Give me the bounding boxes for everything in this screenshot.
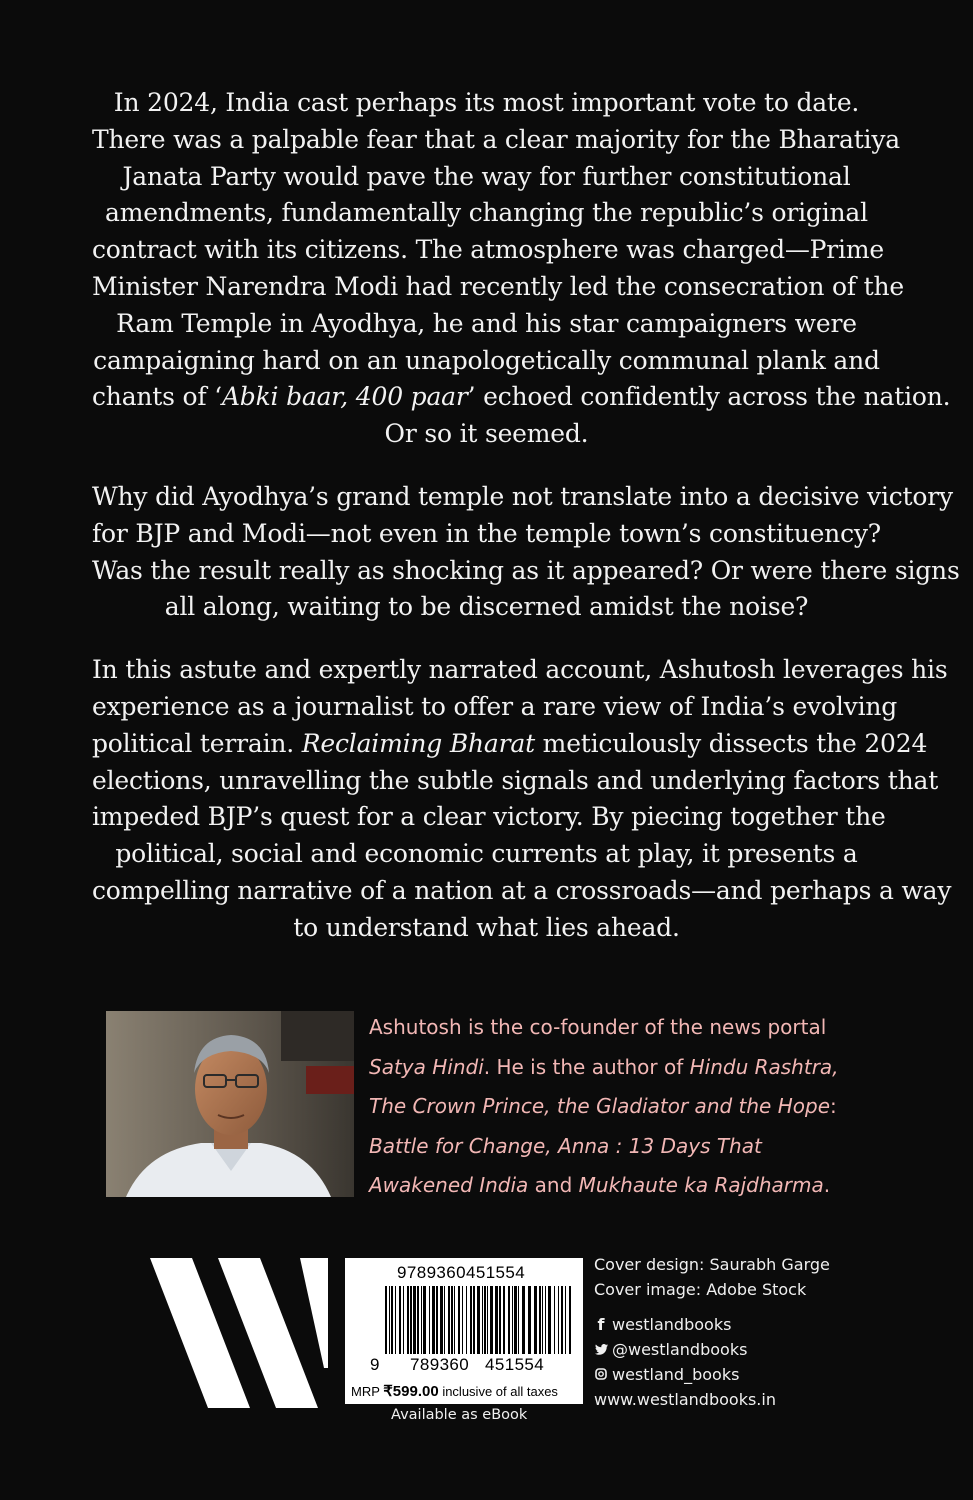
book-title: The Crown Prince, the Gladiator and the Hope — [369, 1094, 830, 1118]
bio-line — [369, 1127, 929, 1167]
westland-logo-icon — [150, 1258, 342, 1408]
bio-line: Ashutosh is the co-founder of the news portal — [369, 1015, 827, 1039]
ebook-note: Available as eBook — [391, 1407, 528, 1423]
blurb-line: Was the result really as shocking as it appeared? Or were there signs — [92, 555, 960, 585]
blurb-line-chants — [92, 379, 951, 416]
chants-post: ’ echoed confidently across the nation. — [467, 382, 951, 412]
bio-text: and — [528, 1173, 579, 1197]
credits — [594, 1252, 830, 1412]
isbn-digits-left: 789360 — [410, 1355, 470, 1374]
blurb-line: campaigning hard on an unapologetically communal plank and — [93, 345, 880, 375]
twitter-handle: @westlandbooks — [612, 1340, 748, 1359]
blurb-paragraph-2 — [92, 479, 960, 626]
blurb-line: all along, waiting to be discerned amidst the noise? — [164, 592, 809, 622]
price-value: ₹599.00 — [383, 1383, 439, 1400]
chants-pre: chants of ‘ — [92, 382, 222, 412]
blurb-line: for BJP and Modi—not even in the temple town’s constituency? — [92, 518, 882, 548]
blurb-line: experience as a journalist to offer a rare view of India’s evolving — [92, 691, 898, 721]
blurb-line: Why did Ayodhya’s grand temple not translate into a decisive victory — [92, 481, 953, 511]
bio-text: . — [823, 1173, 831, 1197]
blurb — [92, 85, 960, 947]
bio-line — [369, 1166, 929, 1206]
isbn-digits-right: 451554 — [485, 1355, 545, 1374]
book-title: Awakened India — [369, 1173, 529, 1197]
blurb-paragraph-3 — [92, 652, 952, 946]
blurb-line: Ram Temple in Ayodhya, he and his star campaigners were — [116, 308, 857, 338]
bio-text: : — [830, 1094, 837, 1118]
instagram-handle: westland_books — [612, 1365, 740, 1384]
blurb-paragraph-1 — [92, 85, 951, 453]
author-portrait-illustration — [106, 1011, 354, 1197]
website-link[interactable]: www.westlandbooks.in — [594, 1390, 776, 1409]
blurb-line: compelling narrative of a nation at a crossroads—and perhaps a way — [92, 875, 952, 905]
blurb-line: elections, unravelling the subtle signals and underlying factors that — [92, 765, 939, 795]
tax-note: inclusive of all taxes — [438, 1384, 558, 1399]
mrp-label: MRP — [351, 1384, 384, 1399]
blurb-line: Janata Party would pave the way for further constitutional — [122, 161, 851, 191]
isbn-digits-prefix: 9 — [370, 1355, 380, 1374]
price-line — [351, 1382, 558, 1400]
bio-line — [369, 1048, 929, 1088]
bio-line — [369, 1087, 929, 1127]
book-title: Mukhaute ka Rajdharma — [578, 1173, 824, 1197]
blurb-line: Or so it seemed. — [384, 419, 589, 449]
instagram-icon — [594, 1362, 608, 1387]
social-facebook — [594, 1312, 830, 1337]
author-photo — [106, 1011, 354, 1197]
blurb-line: contract with its citizens. The atmosphere was charged—Prime — [92, 235, 884, 265]
blurb-line: impeded BJP’s quest for a clear victory. By piecing together the — [92, 802, 886, 832]
twitter-icon — [594, 1337, 608, 1362]
chants-slogan: Abki baar, 400 paar — [221, 382, 468, 412]
social-instagram — [594, 1362, 830, 1387]
blurb-line: Minister Narendra Modi had recently led the consecration of the — [92, 271, 904, 301]
barcode-box — [345, 1258, 583, 1404]
facebook-icon: f — [597, 1315, 605, 1334]
barcode-icon — [385, 1286, 575, 1354]
blurb-line: amendments, fundamentally changing the republic’s original — [105, 198, 868, 228]
blurb-line: In 2024, India cast perhaps its most important vote to date. — [113, 88, 860, 117]
facebook-handle: westlandbooks — [612, 1315, 732, 1334]
portal-name: Satya Hindi — [369, 1054, 484, 1079]
cover-image-credit: Cover image: Adobe Stock — [594, 1280, 807, 1299]
book-title: Battle for Change, Anna : 13 Days That — [369, 1133, 762, 1158]
blurb-line: There was a palpable fear that a clear majority for the Bharatiya — [92, 124, 900, 154]
isbn-text: 9789360451554 — [397, 1263, 526, 1282]
blurb-line: to understand what lies ahead. — [293, 912, 680, 942]
book-title: Reclaiming Bharat — [301, 728, 535, 758]
bio-text: . He is the author of — [483, 1054, 690, 1079]
book-title: Hindu Rashtra, — [689, 1054, 839, 1079]
author-bio — [369, 1008, 929, 1206]
cover-design-credit: Cover design: Saurabh Garge — [594, 1255, 830, 1274]
social-twitter — [594, 1337, 830, 1362]
book-pre: political terrain. — [92, 728, 302, 758]
blurb-line: political, social and economic currents at play, it presents a — [115, 839, 858, 869]
book-post: meticulously dissects the 2024 — [534, 728, 928, 758]
blurb-line-book-title — [92, 726, 928, 763]
blurb-line: In this astute and expertly narrated account, Ashutosh leverages his — [92, 655, 948, 685]
